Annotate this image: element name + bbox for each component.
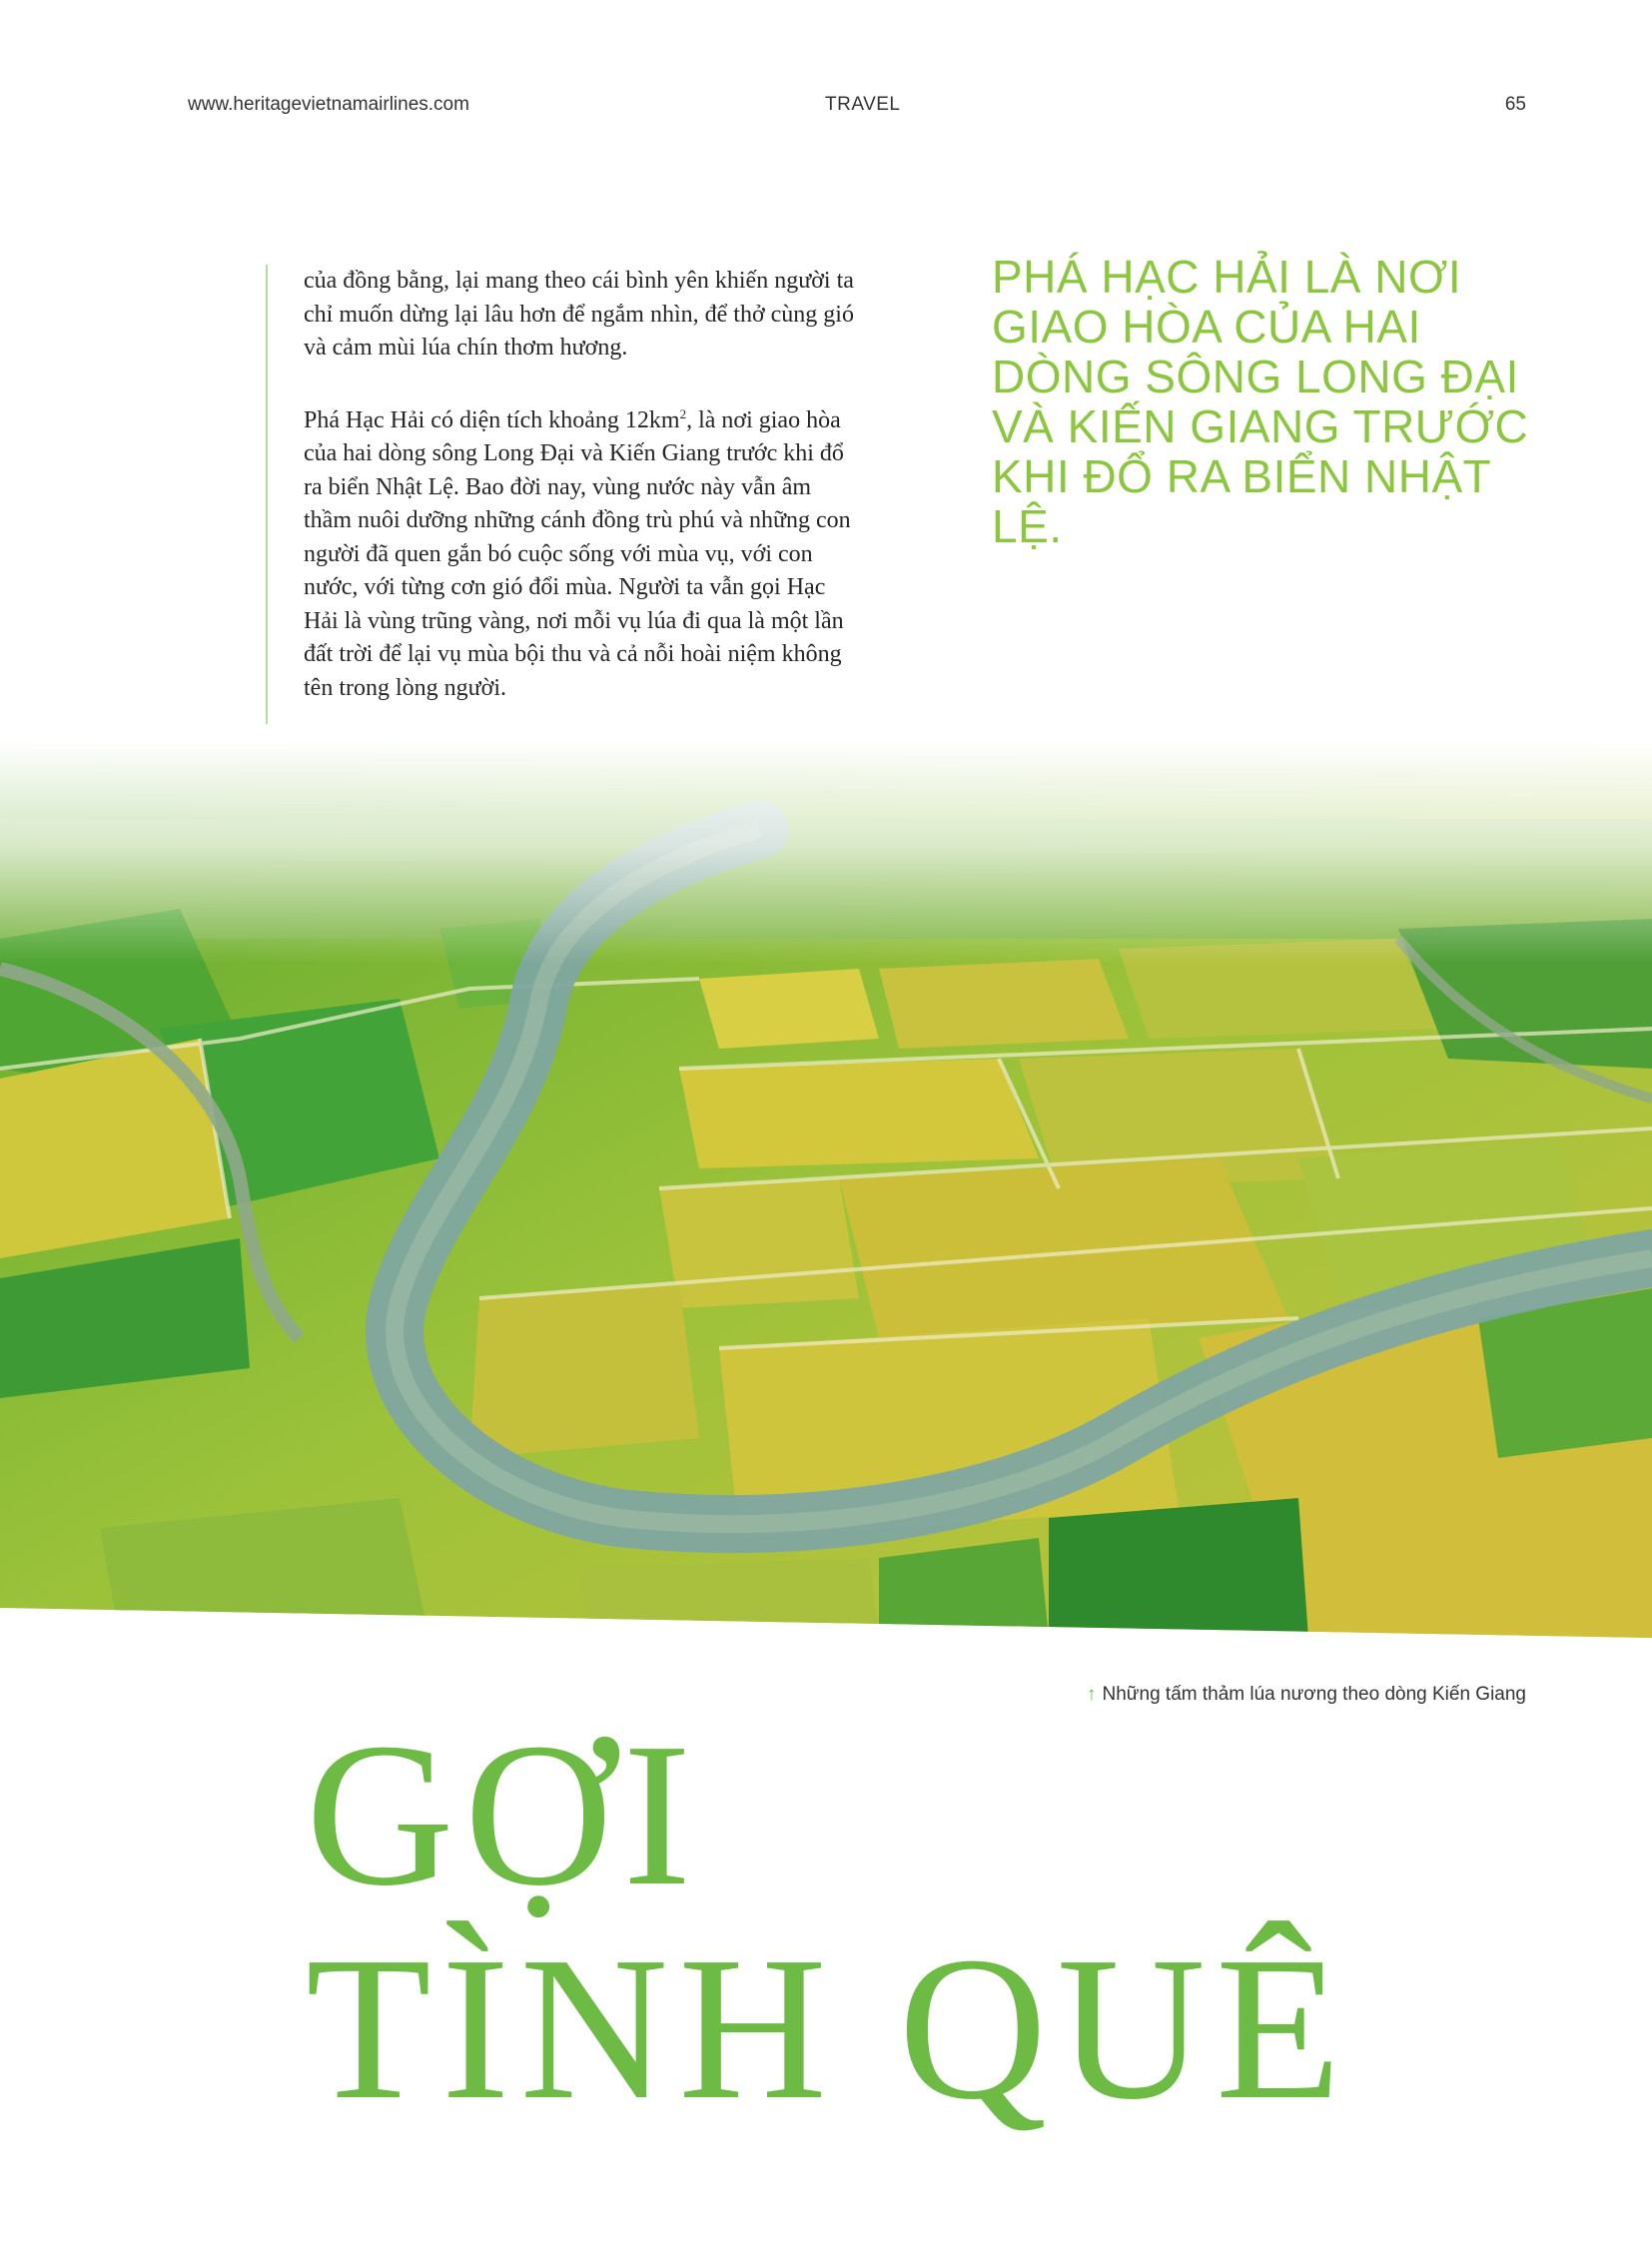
article-body — [304, 265, 863, 737]
body-paragraph: Phá Hạc Hải có diện tích khoảng $12km^2$, là nơi giao hòa của hai dòng sông Long Đại và Kiến Giang trước khi đổ ra biển Nhật Lệ. Bao đời nay, vùng nước này vẫn âm thầm nuôi dưỡng những cánh đồng trù phú và những con người đã quen gắn bó cuộc sống với mùa vụ, với con nước, với từng cơn gió đổi mùa. Người ta vẫn gọi Hạc Hải là vùng trũng vàng, nơi mỗi vụ lúa đi qua là một lần đất trời để lại vụ mùa bội thu và cả nỗi hoài niệm không tên trong lòng người. — [304, 405, 851, 701]
aerial-rice-field-photo — [0, 739, 1652, 1638]
page-number: 65 — [1504, 94, 1526, 115]
title-line-1: GỢI — [306, 1700, 702, 1928]
site-url[interactable]: www.heritagevietnamairlines.com — [188, 94, 469, 115]
page-header — [0, 94, 1652, 124]
body-paragraph: của đồng bằng, lại mang theo cái bình yên khiến người ta chỉ muốn dừng lại lâu hơn để ngắm nhìn, để thở cùng gió và cảm mùi lúa chín thơm hương. — [304, 268, 854, 361]
column-rule — [266, 265, 268, 724]
section-label: TRAVEL — [825, 94, 901, 115]
title-line-2: TÌNH QUÊ — [306, 1913, 1351, 2142]
up-arrow-icon: ↑ — [1087, 1684, 1097, 1705]
article-title — [306, 1700, 1404, 2142]
pull-quote: PHÁ HẠC HẢI LÀ NƠI GIAO HÒA CỦA HAI DÒNG SÔNG LONG ĐẠI VÀ KIẾN GIANG TRƯỚC KHI ĐỔ RA BIỂN NHẬT LỆ. — [992, 251, 1529, 552]
photo-caption: ↑ Những tấm thảm lúa nương theo dòng Kiến Giang — [1087, 1684, 1526, 1705]
